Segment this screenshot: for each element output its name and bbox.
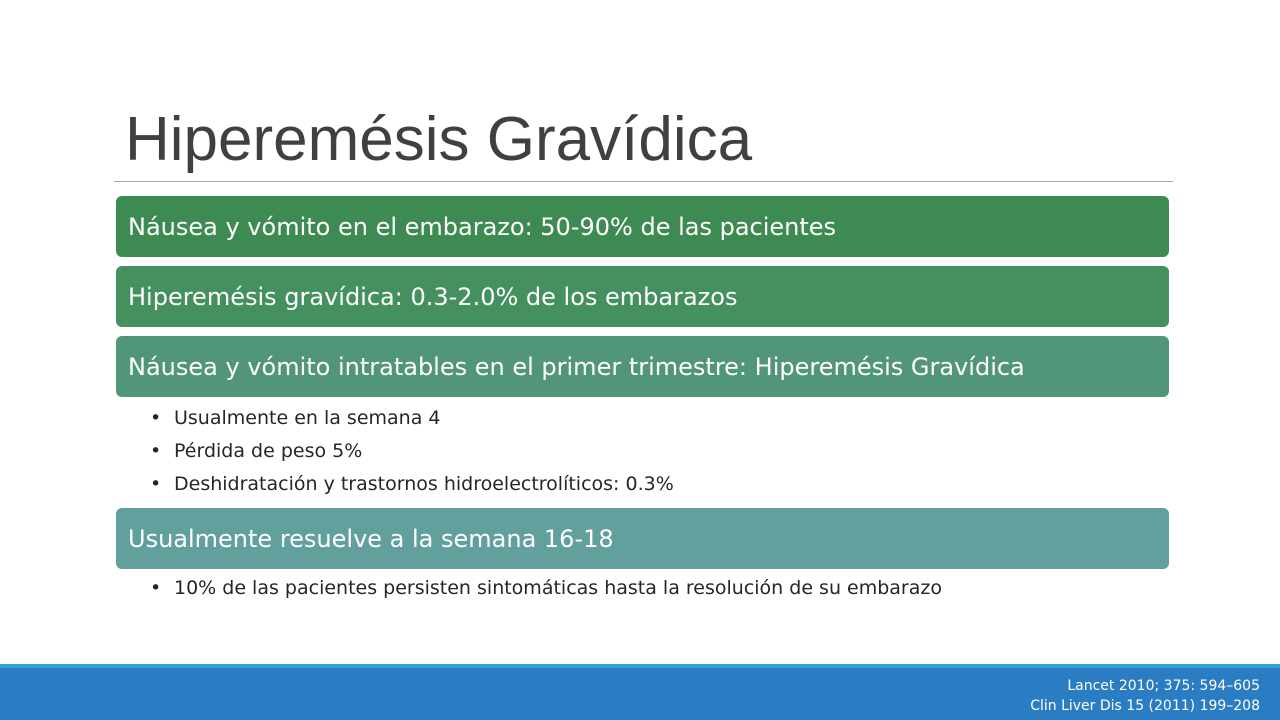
bullet-item: • Deshidratación y trastornos hidroelectrolíticos: 0.3%	[150, 468, 674, 501]
reference-lancet: Lancet 2010; 375: 594–605	[1067, 678, 1260, 694]
bullet-item: • Usualmente en la semana 4	[150, 402, 674, 435]
bullet-item: • 10% de las pacientes persisten sintomáticas hasta la resolución de su embarazo	[150, 572, 942, 605]
reference-clin-liver-dis: Clin Liver Dis 15 (2011) 199–208	[1030, 698, 1260, 714]
slide-title: Hiperemésis Gravídica	[125, 105, 753, 174]
bullet-item: • Pérdida de peso 5%	[150, 435, 674, 468]
references	[1030, 676, 1260, 716]
bullet-list-intractable	[150, 402, 674, 501]
title-divider	[114, 181, 1173, 182]
topic-bar-resolution: Usualmente resuelve a la semana 16-18	[116, 508, 1169, 569]
bullet-list-resolution	[150, 572, 942, 605]
topic-bar-hyperemesis: Hiperemésis gravídica: 0.3-2.0% de los embarazos	[116, 266, 1169, 327]
topic-bar-nausea: Náusea y vómito en el embarazo: 50-90% de las pacientes	[116, 196, 1169, 257]
topic-bar-intractable: Náusea y vómito intratables en el primer trimestre: Hiperemésis Gravídica	[116, 336, 1169, 397]
